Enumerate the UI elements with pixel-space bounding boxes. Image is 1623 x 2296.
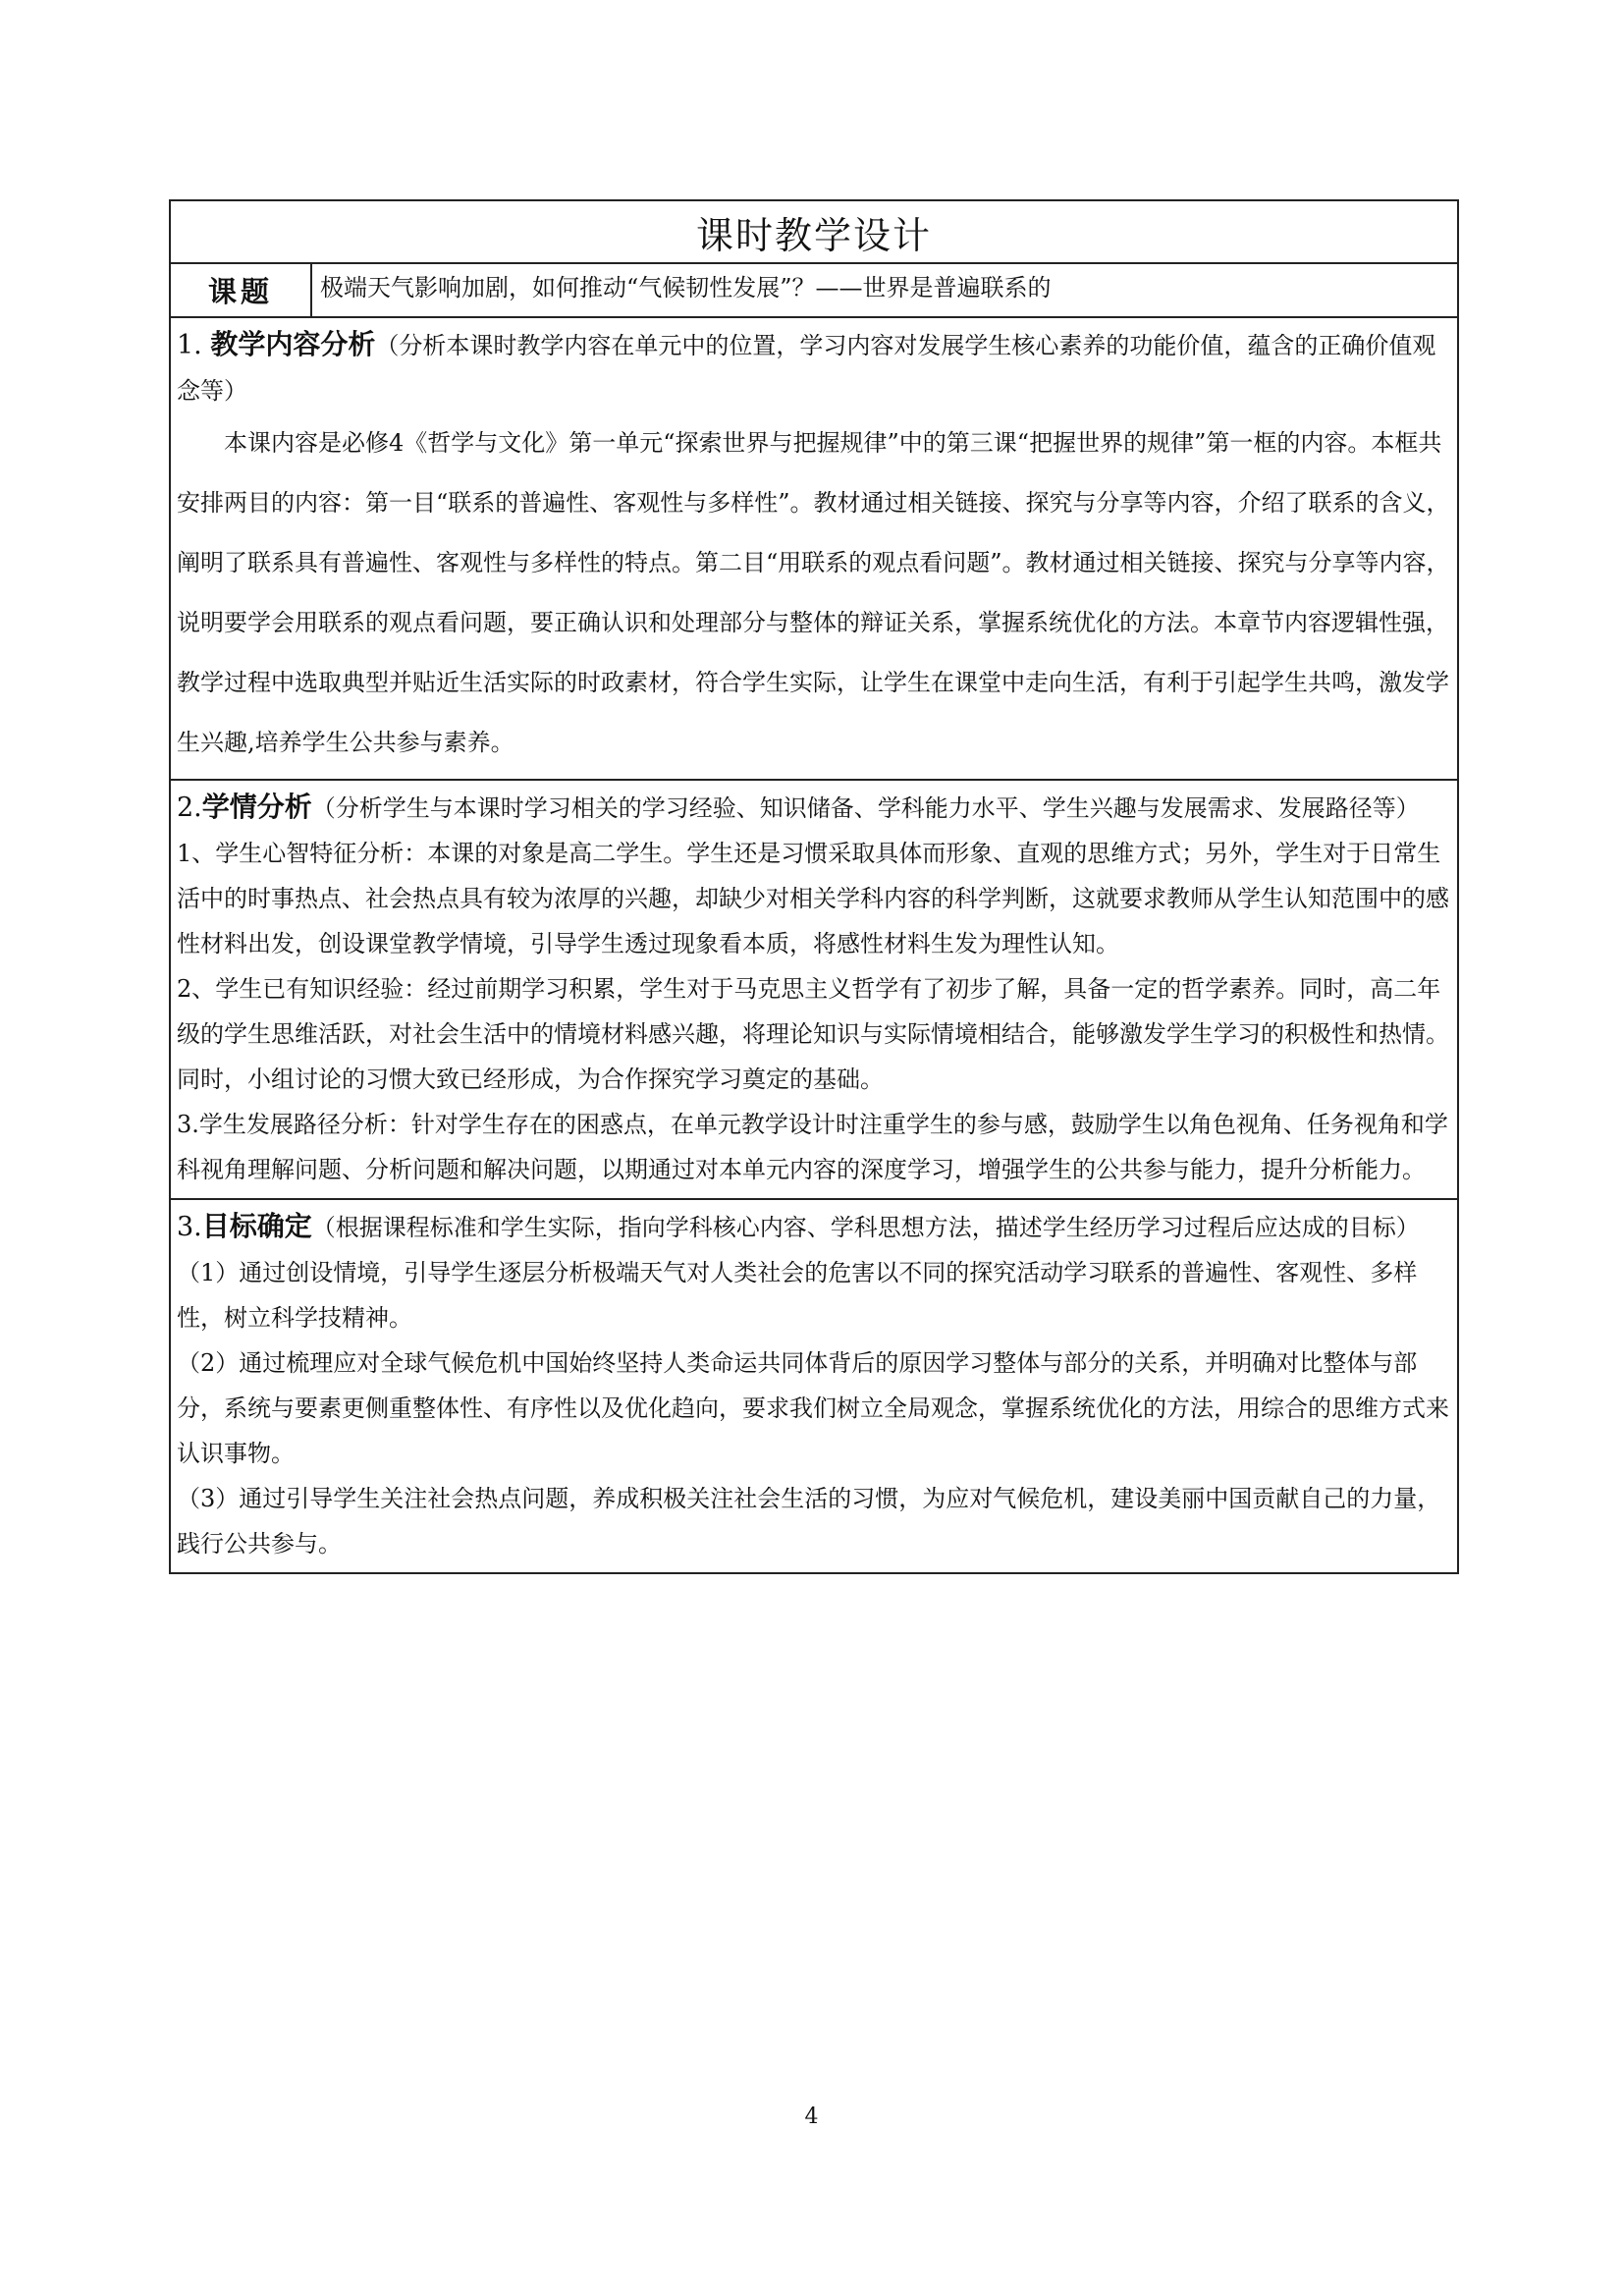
section-note: （分析学生与本课时学习相关的学习经验、知识储备、学科能力水平、学生兴趣与发展需求、发展路径等） xyxy=(311,794,1420,822)
section-number: 3. xyxy=(177,1212,202,1242)
section-note: （根据课程标准和学生实际，指向学科核心内容、学科思想方法，描述学生经历学习过程后应达成的目标） xyxy=(311,1214,1420,1241)
section-number: 1. xyxy=(177,330,211,360)
table-title: 课时教学设计 xyxy=(171,201,1457,264)
section-student-analysis xyxy=(171,781,1457,1200)
section-paragraph: 本课内容是必修4《哲学与文化》第一单元“探索世界与把握规律”中的第三课“把握世界的规律”第一框的内容。本框共安排两目的内容：第一目“联系的普遍性、客观性与多样性”。教材通过相关链接、探究与分享等内容，介绍了联系的含义，阐明了联系具有普遍性、客观性与多样性的特点。第二目“用联系的观点看问题”。教材通过相关链接、探究与分享等内容，说明要学会用联系的观点看问题，要正确认识和处理部分与整体的辩证关系，掌握系统优化的方法。本章节内容逻辑性强，教学过程中选取典型并贴近生活实际的时政素材，符合学生实际，让学生在课堂中走向生活，有利于引起学生共鸣，激发学生兴趣,培养学生公共参与素养。 xyxy=(177,429,1450,756)
section-objectives xyxy=(171,1200,1457,1572)
section-title: 目标确定 xyxy=(201,1210,312,1242)
section-content-analysis xyxy=(171,318,1457,781)
section-note: （分析本课时教学内容在单元中的位置，学习内容对发展学生核心素养的功能价值，蕴含的正确价值观念等） xyxy=(177,332,1436,405)
section-title: 学情分析 xyxy=(201,791,312,823)
section-paragraph: （3）通过引导学生关注社会热点问题，养成积极关注社会生活的习惯，为应对气候危机，建设美丽中国贡献自己的力量，践行公共参与。 xyxy=(177,1485,1441,1558)
lesson-design-table xyxy=(169,199,1459,1574)
page-number: 4 xyxy=(804,2105,819,2129)
section-heading xyxy=(177,322,1451,413)
section-paragraph: 2、学生已有知识经验：经过前期学习积累，学生对于马克思主义哲学有了初步了解，具备一定的哲学素养。同时，高二年级的学生思维活跃，对社会生活中的情境材料感兴趣，将理论知识与实际情境相结合，能够激发学生学习的积极性和热情。同时，小组讨论的习惯大致已经形成，为合作探究学习奠定的基础。 xyxy=(177,975,1449,1093)
topic-label: 课题 xyxy=(171,264,312,316)
section-paragraph: 1、学生心智特征分析：本课的对象是高二学生。学生还是习惯采取具体而形象、直观的思维方式；另外，学生对于日常生活中的时事热点、社会热点具有较为浓厚的兴趣，却缺少对相关学科内容的科学判断，这就要求教师从学生认知范围中的感性材料出发，创设课堂教学情境，引导学生透过现象看本质，将感性材料生发为理性认知。 xyxy=(177,840,1449,957)
section-paragraph: （1）通过创设情境，引导学生逐层分析极端天气对人类社会的危害以不同的探究活动学习联系的普遍性、客观性、多样性，树立科学技精神。 xyxy=(177,1259,1418,1332)
topic-row xyxy=(171,264,1457,318)
section-number: 2. xyxy=(177,793,202,823)
section-paragraph: （2）通过梳理应对全球气候危机中国始终坚持人类命运共同体背后的原因学习整体与部分的关系，并明确对比整体与部分，系统与要素更侧重整体性、有序性以及优化趋向，要求我们树立全局观念，掌握系统优化的方法，用综合的思维方式来认识事物。 xyxy=(177,1349,1449,1467)
section-paragraph: 3.学生发展路径分析：针对学生存在的困惑点，在单元教学设计时注重学生的参与感，鼓励学生以角色视角、任务视角和学科视角理解问题、分析问题和解决问题，以期通过对本单元内容的深度学习，增强学生的公共参与能力，提升分析能力。 xyxy=(177,1111,1448,1183)
section-title: 教学内容分析 xyxy=(210,328,376,360)
topic-text: 极端天气影响加剧，如何推动“气候韧性发展”？——世界是普遍联系的 xyxy=(320,274,1052,301)
section-heading xyxy=(177,1204,1451,1250)
section-heading xyxy=(177,785,1451,831)
